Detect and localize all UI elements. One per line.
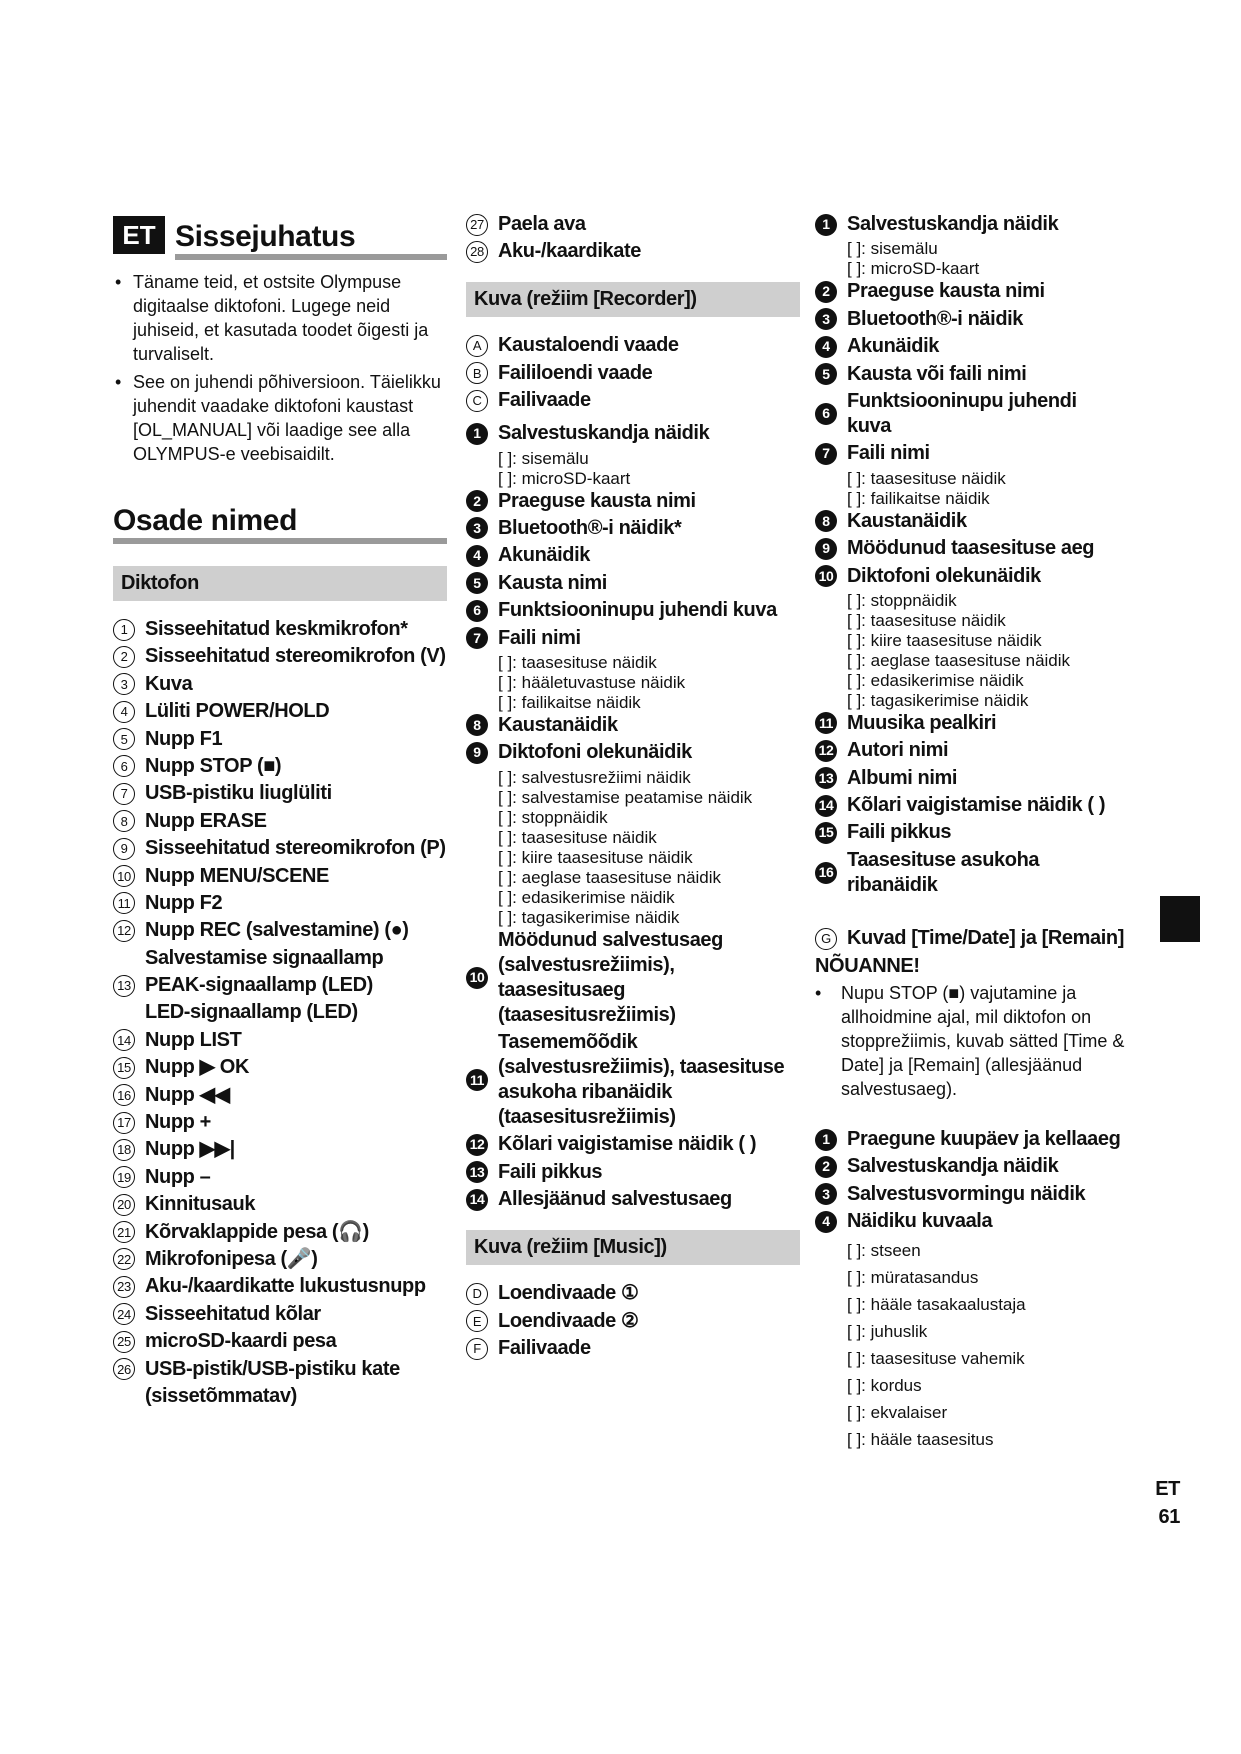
sub-item: [ ]: tagasikerimise näidik	[847, 690, 1029, 710]
item-label: Paela ava	[498, 213, 586, 235]
sub-item: [ ]: kiire taasesituse näidik	[847, 630, 1042, 650]
item-label: Kaustaloendi vaade	[498, 334, 679, 357]
list-item	[815, 389, 1125, 439]
item-number: 27	[466, 214, 488, 236]
item-number: 12	[466, 1134, 488, 1156]
sub-item: [ ]: ekvalaiser	[847, 1402, 948, 1422]
item-number: 24	[113, 1303, 135, 1325]
sub-item: [ ]: taasesituse näidik	[847, 610, 1006, 630]
g-heading: G Kuvad [Time/Date] ja [Remain]	[815, 926, 1125, 951]
list-item	[466, 626, 800, 651]
sub-item: [ ]: hääle tasakaalustaja	[847, 1294, 1026, 1314]
list-item	[113, 1165, 447, 1190]
item-number: 1	[113, 619, 135, 641]
item-number: 3	[815, 1183, 837, 1205]
column-left	[113, 212, 447, 1411]
item-label: Näidiku kuvaala	[847, 1210, 993, 1233]
list-item	[113, 1357, 447, 1382]
list-item	[466, 1132, 800, 1157]
sub-item: [ ]: stoppnäidik	[498, 807, 608, 827]
list-item	[466, 1160, 800, 1185]
item-number: 25	[113, 1331, 135, 1353]
item-number: 7	[466, 627, 488, 649]
item-label: Akunäidik	[498, 544, 590, 567]
item-number: 10	[466, 967, 488, 989]
time-date-items	[815, 1127, 1125, 1234]
item-label: Kõlari vaigistamise näidik ( )	[847, 794, 1106, 817]
item-label: Salvestuskandja näidik	[498, 422, 710, 445]
item-number: C	[466, 390, 488, 412]
item-label: Nupp ▶▶|	[145, 1138, 235, 1161]
tip-bullet: •	[815, 983, 822, 1004]
music-display-items	[815, 212, 1125, 898]
item-label: Bluetooth®-i näidik*	[498, 516, 682, 539]
list-item	[466, 388, 800, 413]
item-label: microSD-kaardi pesa	[145, 1330, 337, 1353]
item-label: Kõlari vaigistamise näidik ( )	[498, 1133, 757, 1156]
list-item	[466, 740, 800, 765]
sub-item: [ ]: kiire taasesituse näidik	[498, 847, 693, 867]
list-item	[113, 1137, 447, 1162]
music-views	[466, 1281, 800, 1361]
item-label: Nupp ◀◀	[145, 1083, 230, 1106]
tip-heading: NÕUANNE!	[815, 954, 920, 977]
display-area-indicators	[815, 1237, 1125, 1453]
recorder-display-items	[466, 421, 800, 1212]
tip-text: Nupu STOP (■) vajutamine ja allhoidmine ajal, mil diktofon on stopprežiimis, kuvab sätted [Time & Date] ja [Remain] (allesjäänud salvestusaeg).	[841, 983, 1125, 1100]
sub-item: [ ]: salvestamise peatamise näidik	[498, 787, 753, 807]
sub-item: [ ]: juhuslik	[847, 1321, 928, 1341]
sub-item: [ ]: aeglase taasesituse näidik	[498, 867, 722, 887]
item-number: 15	[815, 822, 837, 844]
list-item	[113, 699, 447, 724]
item-number: 3	[466, 517, 488, 539]
list-item	[113, 781, 447, 806]
item-number: 12	[815, 740, 837, 762]
sub-item: [ ]: hääle taasesitus	[847, 1429, 994, 1449]
sub-item: [ ]: edasikerimise näidik	[498, 887, 675, 907]
list-item	[466, 333, 800, 358]
item-number: 8	[113, 810, 135, 832]
page-footer	[1140, 1475, 1180, 1531]
list-item	[113, 617, 447, 642]
item-number: 14	[815, 795, 837, 817]
item-label: Möödunud salvestusaeg (salvestusrežiimis), taasesitusaeg (taasesitusrežiimis)	[498, 928, 723, 1026]
item-label: Nupp F1	[145, 727, 223, 750]
item-label: Tasememõõdik (salvestusrežiimis), taasesituse asukoha ribanäidik (taasesitusrežiimis)	[498, 1031, 785, 1129]
item-number: 12	[113, 920, 135, 942]
item-number: 2	[466, 490, 488, 512]
item-number: 4	[466, 545, 488, 567]
item-label: Salvestamise signaallamp	[145, 946, 384, 969]
item-label: Taasesituse asukoha ribanäidik	[847, 848, 1040, 896]
list-item	[466, 361, 800, 386]
list-item	[113, 754, 447, 779]
sub-item: [ ]: taasesituse vahemik	[847, 1348, 1025, 1368]
item-label: USB-pistik/USB-pistiku kate	[145, 1357, 400, 1380]
item-number: 19	[113, 1166, 135, 1188]
item-label: Praegune kuupäev ja kellaaeg	[847, 1128, 1121, 1151]
list-item	[113, 672, 447, 697]
item-number: 2	[815, 281, 837, 303]
item-label: Nupp F2	[145, 891, 223, 914]
item-number: 13	[113, 975, 135, 997]
list-item	[113, 1329, 447, 1354]
item-number: 21	[113, 1221, 135, 1243]
list-item	[466, 1030, 800, 1130]
item-label: LED-signaallamp (LED)	[145, 1001, 358, 1024]
item-label: Praeguse kausta nimi	[498, 489, 696, 512]
item-number: 8	[466, 714, 488, 736]
item-label: Allesjäänud salvestusaeg	[498, 1188, 732, 1211]
recorder-views	[466, 333, 800, 413]
item-number: 20	[113, 1194, 135, 1216]
list-item	[815, 509, 1125, 534]
parts-list	[113, 617, 447, 1409]
item-label: Nupp MENU/SCENE	[145, 864, 330, 887]
list-item	[113, 1055, 447, 1080]
tip-text-block	[815, 981, 1125, 1101]
item-number: 11	[466, 1069, 488, 1091]
item-number: 4	[815, 1211, 837, 1233]
list-item	[466, 571, 800, 596]
sub-item: [ ]: kordus	[847, 1375, 922, 1395]
list-item	[113, 1274, 447, 1299]
item-label: Kinnitusauk	[145, 1193, 256, 1216]
intro-list	[113, 270, 447, 466]
section-band-recorder: Kuva (režiim [Recorder])	[466, 282, 800, 317]
item-label: Praeguse kausta nimi	[847, 280, 1045, 303]
sub-item: [ ]: taasesituse näidik	[498, 827, 657, 847]
item-label: Bluetooth®-i näidik	[847, 307, 1024, 330]
item-number: 8	[815, 510, 837, 532]
sub-item: [ ]: microSD-kaart	[847, 259, 980, 279]
item-number: 9	[815, 538, 837, 560]
sub-item: [ ]: müratasandus	[847, 1267, 979, 1287]
item-label: USB-pistiku liuglüliti	[145, 782, 332, 805]
item-label: Nupp ▶ OK	[145, 1056, 249, 1079]
list-item	[815, 441, 1125, 466]
circle-label-g: G	[815, 928, 837, 950]
item-number: 5	[815, 363, 837, 385]
item-number: 23	[113, 1276, 135, 1298]
item-label: Loendivaade ①	[498, 1282, 639, 1305]
list-item	[466, 928, 800, 1028]
parts-heading: Osade nimed	[113, 504, 297, 537]
list-item	[466, 1336, 800, 1361]
list-item	[113, 864, 447, 889]
sub-item: [ ]: sisemälu	[847, 239, 938, 259]
list-item	[466, 1309, 800, 1334]
item-number: 14	[466, 1189, 488, 1211]
item-number: 5	[113, 728, 135, 750]
item-number: 1	[815, 1129, 837, 1151]
sub-item: [ ]: stoppnäidik	[847, 590, 957, 610]
item-label: Nupp ERASE	[145, 809, 267, 832]
list-item	[466, 239, 800, 264]
item-label: Nupp –	[145, 1165, 211, 1188]
list-item	[815, 848, 1125, 898]
item-number: 13	[815, 767, 837, 789]
item-number: 11	[815, 712, 837, 734]
item-sublist	[815, 469, 1125, 509]
item-label: Funktsiooninupu juhendi kuva	[498, 599, 777, 622]
sub-item: [ ]: sisemälu	[498, 448, 589, 468]
list-item	[113, 1028, 447, 1053]
item-label: Loendivaade ②	[498, 1309, 639, 1332]
list-item	[815, 1182, 1125, 1207]
item-sublist	[466, 768, 800, 928]
item-label: Autori nimi	[847, 739, 949, 762]
sub-item: [ ]: stseen	[847, 1240, 921, 1260]
list-item	[466, 212, 800, 237]
item-label: Kausta või faili nimi	[847, 362, 1027, 385]
sub-item: [ ]: taasesituse näidik	[847, 468, 1006, 488]
page-number: 61	[1158, 1506, 1180, 1528]
item-label: Sisseehitatud stereomikrofon (V)	[145, 645, 446, 668]
item-label: Faililoendi vaade	[498, 361, 653, 384]
list-item	[113, 891, 447, 916]
item-number: 18	[113, 1139, 135, 1161]
footer-language: ET	[1155, 1478, 1180, 1500]
list-item	[466, 516, 800, 541]
item-number: 3	[815, 308, 837, 330]
item-label: Diktofoni olekunäidik	[847, 564, 1041, 587]
sub-item: [ ]: failikaitse näidik	[498, 692, 641, 712]
item-label: Sisseehitatud stereomikrofon (P)	[145, 837, 446, 860]
language-badge: ET	[113, 216, 165, 254]
list-item	[815, 793, 1125, 818]
intro-bullet: • Täname teid, et ostsite Olympuse digitaalse diktofoni. Lugege neid juhiseid, et kasutada toodet õigesti ja turvaliselt.	[113, 270, 447, 366]
item-label: Sisseehitatud kõlar	[145, 1302, 321, 1325]
item-label: Kuva	[145, 672, 193, 695]
sub-item: [ ]: tagasikerimise näidik	[498, 907, 680, 927]
item-label: Albumi nimi	[847, 766, 958, 789]
item-number: 2	[815, 1156, 837, 1178]
item-label: Kõrvaklappide pesa (🎧)	[145, 1220, 369, 1243]
intro-title: Sissejuhatus	[175, 220, 356, 253]
item-label: Nupp STOP (■)	[145, 754, 282, 777]
item-number: 9	[113, 838, 135, 860]
item-label: Nupp LIST	[145, 1028, 242, 1051]
sub-item: [ ]: hääletuvastuse näidik	[498, 672, 686, 692]
item-label: PEAK-signaallamp (LED)	[145, 974, 373, 997]
list-item	[815, 307, 1125, 332]
item-number: 5	[466, 572, 488, 594]
sub-item: [ ]: salvestusrežiimi näidik	[498, 767, 691, 787]
item-number: 3	[113, 673, 135, 695]
list-item	[466, 489, 800, 514]
list-item	[113, 1000, 447, 1025]
list-item	[466, 1281, 800, 1306]
list-item	[113, 1192, 447, 1217]
list-item	[113, 1384, 447, 1409]
list-item	[466, 713, 800, 738]
list-item	[113, 1247, 447, 1272]
list-item	[815, 1209, 1125, 1234]
item-sublist	[466, 449, 800, 489]
list-item	[466, 421, 800, 446]
item-label: Salvestusvormingu näidik	[847, 1182, 1086, 1205]
item-number: 6	[113, 755, 135, 777]
item-label: Faili pikkus	[847, 821, 952, 844]
item-number: 13	[466, 1161, 488, 1183]
item-number: 28	[466, 241, 488, 263]
item-number: 7	[815, 443, 837, 465]
list-item	[113, 1302, 447, 1327]
item-label: Faili nimi	[498, 626, 581, 649]
item-number: 2	[113, 646, 135, 668]
item-label: Salvestuskandja näidik	[847, 213, 1059, 235]
list-item	[815, 738, 1125, 763]
item-label: Muusika pealkiri	[847, 711, 997, 734]
item-label: Möödunud taasesituse aeg	[847, 537, 1095, 560]
sub-item: [ ]: failikaitse näidik	[847, 488, 990, 508]
list-item	[815, 536, 1125, 561]
item-sublist	[466, 653, 800, 713]
item-label: Aku-/kaardikate	[498, 240, 641, 263]
list-item	[466, 1187, 800, 1212]
item-number: B	[466, 362, 488, 384]
item-number: A	[466, 335, 488, 357]
list-item	[113, 836, 447, 861]
list-item	[815, 711, 1125, 736]
item-label: Diktofoni olekunäidik	[498, 741, 692, 764]
intro-header	[113, 212, 447, 254]
list-item	[815, 820, 1125, 845]
item-number: 6	[466, 600, 488, 622]
sub-item: [ ]: taasesituse näidik	[498, 652, 657, 672]
list-item	[815, 362, 1125, 387]
item-label: Funktsiooninupu juhendi kuva	[847, 389, 1077, 437]
item-sublist	[815, 591, 1125, 711]
sub-item: [ ]: edasikerimise näidik	[847, 670, 1024, 690]
item-number: 15	[113, 1057, 135, 1079]
item-number: 1	[815, 214, 837, 236]
item-label: Nupp +	[145, 1111, 211, 1134]
list-item	[113, 1083, 447, 1108]
item-number: 14	[113, 1029, 135, 1051]
section-band-music: Kuva (režiim [Music])	[466, 1230, 800, 1265]
item-label: (sissetõmmatav)	[145, 1384, 297, 1407]
item-label: Faili nimi	[847, 442, 930, 465]
item-number: 17	[113, 1112, 135, 1134]
list-item	[113, 1220, 447, 1245]
item-number: F	[466, 1338, 488, 1360]
item-label: Nupp REC (salvestamine) (●)	[145, 919, 409, 942]
list-item	[113, 1110, 447, 1135]
item-number: 9	[466, 742, 488, 764]
list-item	[113, 973, 447, 998]
list-item	[815, 766, 1125, 791]
item-number: E	[466, 1310, 488, 1332]
item-label: Akunäidik	[847, 335, 939, 358]
list-item	[815, 1127, 1125, 1152]
item-number: D	[466, 1283, 488, 1305]
list-item	[113, 918, 447, 943]
list-item	[113, 644, 447, 669]
sub-item: [ ]: microSD-kaart	[498, 468, 631, 488]
item-label: Sisseehitatud keskmikrofon*	[145, 618, 408, 640]
list-item	[815, 1154, 1125, 1179]
item-label: Kaustanäidik	[498, 713, 618, 736]
section-band-diktofon: Diktofon	[113, 566, 447, 601]
title-rule	[175, 254, 447, 260]
item-label: Kaustanäidik	[847, 509, 967, 532]
item-label: Lüliti POWER/HOLD	[145, 700, 330, 723]
item-number: 11	[113, 892, 135, 914]
item-label: Kausta nimi	[498, 571, 607, 594]
item-label: Failivaade	[498, 1337, 591, 1360]
list-item	[466, 543, 800, 568]
item-number: 1	[466, 423, 488, 445]
list-item	[113, 946, 447, 971]
parts-list-continued	[466, 212, 800, 264]
list-item	[113, 809, 447, 834]
list-item	[815, 334, 1125, 359]
heading-rule	[113, 538, 447, 544]
list-item	[815, 212, 1125, 237]
intro-bullet: • See on juhendi põhiversioon. Täielikku juhendit vaadake diktofoni kaustast [OL_MANUAL] või laadige see alla OLYMPUS-e veebisaidilt.	[113, 370, 447, 466]
list-item	[815, 564, 1125, 589]
list-item	[815, 279, 1125, 304]
column-right	[815, 212, 1125, 1453]
item-number: 7	[113, 783, 135, 805]
item-number: 26	[113, 1358, 135, 1380]
item-number: 16	[815, 862, 837, 884]
list-item	[113, 727, 447, 752]
sub-item: [ ]: aeglase taasesituse näidik	[847, 650, 1071, 670]
item-number: 16	[113, 1084, 135, 1106]
section-tab-marker	[1160, 896, 1200, 942]
item-number: 10	[815, 565, 837, 587]
column-middle	[466, 212, 800, 1363]
item-number: 4	[815, 336, 837, 358]
item-number: 10	[113, 865, 135, 887]
item-label: Salvestuskandja näidik	[847, 1155, 1059, 1178]
item-number: 4	[113, 701, 135, 723]
item-label: Aku-/kaardikatte lukustusnupp	[145, 1275, 426, 1298]
item-label: Faili pikkus	[498, 1160, 603, 1183]
item-number: 22	[113, 1248, 135, 1270]
item-label: Failivaade	[498, 389, 591, 412]
item-label: Mikrofonipesa (🎤)	[145, 1247, 318, 1270]
item-sublist	[815, 239, 1125, 279]
item-number: 6	[815, 403, 837, 425]
list-item	[466, 598, 800, 623]
